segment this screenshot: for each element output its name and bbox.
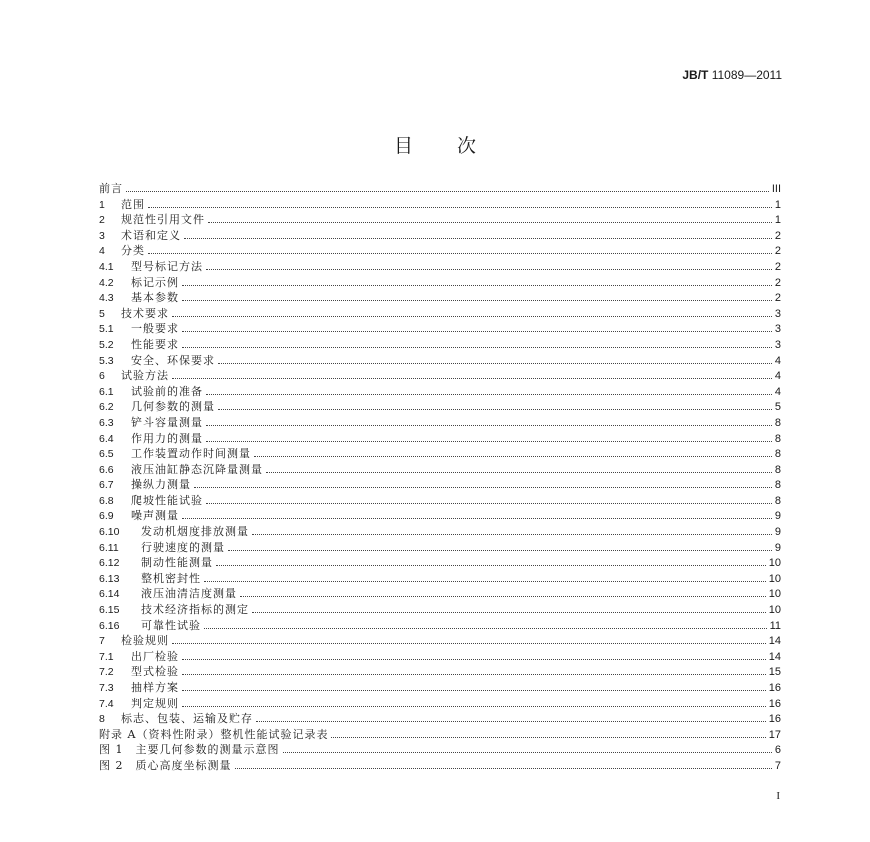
toc-entry[interactable]: [99, 243, 781, 259]
toc-entry[interactable]: [99, 446, 781, 462]
toc-entry-label: 几何参数的测量: [131, 400, 215, 414]
toc-entry-label: 分类: [121, 244, 145, 258]
toc-entry-label: 标志、包装、运输及贮存: [121, 712, 253, 726]
toc-entry-number: 7.3: [99, 682, 114, 694]
toc-entry-number: 4: [99, 245, 105, 258]
toc-entry-label: 爬坡性能试验: [131, 493, 203, 507]
toc-entry[interactable]: [99, 415, 781, 431]
toc-entry[interactable]: [99, 321, 781, 337]
toc-entry-page: 1: [774, 198, 781, 211]
toc-entry-page: 9: [774, 526, 781, 539]
toc-entry-number: 7.1: [99, 650, 114, 663]
page-title: 目次: [393, 135, 520, 157]
toc-entry-label: 作用力的测量: [131, 431, 203, 445]
toc-entry[interactable]: [99, 399, 781, 415]
standard-code-number: 11089—2011: [708, 68, 782, 82]
toc-entry-number: 6: [99, 370, 105, 383]
toc-entry-page: 16: [768, 713, 781, 726]
toc-entry[interactable]: [99, 696, 781, 712]
toc-dot-leader: [172, 377, 772, 379]
toc-entry-number: 6.9: [99, 510, 114, 523]
toc-entry[interactable]: [99, 493, 781, 509]
toc-entry-page: 14: [768, 635, 781, 648]
toc-entry-number: 6.16: [99, 619, 120, 632]
toc-entry[interactable]: [99, 431, 781, 447]
toc-entry-page: 2: [774, 292, 781, 305]
toc-dot-leader: [256, 720, 766, 722]
toc-dot-leader: [254, 455, 772, 457]
toc-entry[interactable]: [99, 290, 781, 306]
toc-entry-label: 图 1 主要几何参数的测量示意图: [99, 743, 280, 757]
toc-entry-number: 5.3: [99, 354, 114, 367]
toc-entry-label: 整机密封性: [141, 571, 201, 585]
standard-code-prefix: JB/T: [682, 68, 709, 82]
toc-entry-label: 性能要求: [131, 337, 179, 351]
toc-entry-page: 17: [768, 728, 781, 741]
toc-entry-page: 15: [768, 666, 781, 679]
toc-entry-number: 6.3: [99, 416, 114, 429]
toc-dot-leader: [148, 252, 772, 254]
toc-entry[interactable]: [99, 228, 781, 244]
toc-entry[interactable]: [99, 462, 781, 478]
toc-entry[interactable]: [99, 259, 781, 275]
toc-entry-page: 11: [769, 619, 781, 632]
toc-entry-label: 发动机烟度排放测量: [141, 525, 249, 539]
toc-entry-page: 2: [774, 276, 781, 289]
toc-dot-leader: [182, 705, 766, 707]
toc-entry-label: 噪声测量: [131, 509, 179, 523]
toc-entry-number: 6.8: [99, 494, 114, 507]
toc-entry-number: 5.1: [99, 323, 114, 336]
toc-entry[interactable]: [99, 758, 781, 774]
toc-entry-label: 出厂检验: [131, 649, 179, 663]
toc-entry-page: 4: [774, 370, 781, 383]
toc-entry-label: 范围: [121, 197, 145, 211]
toc-entry[interactable]: [99, 711, 781, 727]
toc-dot-leader: [182, 299, 772, 301]
toc-dot-leader: [331, 736, 765, 738]
toc-entry[interactable]: [99, 633, 781, 649]
toc-entry-page: 10: [768, 588, 781, 601]
toc-entry-number: 7.2: [99, 666, 114, 679]
toc-entry[interactable]: [99, 664, 781, 680]
toc-entry-number: 6.2: [99, 401, 114, 414]
toc-entry-page: 2: [774, 229, 781, 242]
toc-entry-page: 9: [774, 510, 781, 523]
toc-entry-number: 6.14: [99, 588, 120, 601]
toc-entry-number: 1: [99, 198, 105, 211]
toc-entry-label: 术语和定义: [121, 228, 181, 242]
toc-entry-label: 操纵力测量: [131, 478, 191, 492]
toc-entry-number: 5.2: [99, 338, 114, 351]
toc-entry-label: 型号标记方法: [131, 259, 203, 273]
toc-entry-number: 7: [99, 635, 105, 648]
toc-entry-number: 6.5: [99, 448, 114, 461]
toc-dot-leader: [182, 673, 766, 675]
toc-entry-label: 基本参数: [131, 291, 179, 305]
toc-dot-leader: [206, 440, 772, 442]
toc-entry[interactable]: [99, 571, 781, 587]
toc-entry-page: 4: [774, 385, 781, 398]
toc-entry[interactable]: [99, 181, 781, 197]
toc-entry-label: 抽样方案: [131, 681, 179, 694]
toc-entry-label: 制动性能测量: [141, 556, 213, 570]
toc-entry-number: 6.6: [99, 463, 114, 476]
toc-entry-page: 8: [774, 463, 781, 476]
toc-dot-leader: [283, 751, 772, 753]
toc-dot-leader: [184, 237, 772, 239]
toc-dot-leader: [182, 284, 772, 286]
toc-dot-leader: [208, 221, 772, 223]
toc-entry-page: 3: [774, 338, 781, 351]
toc-entry-label: 试验前的准备: [131, 384, 203, 398]
toc-entry-page: 10: [768, 572, 781, 585]
toc-dot-leader: [182, 658, 766, 660]
toc-dot-leader: [126, 190, 769, 192]
toc-entry-page: 8: [774, 494, 781, 507]
toc-dot-leader: [240, 595, 766, 597]
toc-entry-number: 6.10: [99, 526, 120, 539]
toc-entry-label: 行驶速度的测量: [141, 540, 225, 554]
toc-entry-page: 2: [774, 245, 781, 258]
toc-entry-number: 6.11: [99, 541, 119, 554]
toc-entry[interactable]: [99, 742, 781, 758]
toc-entry-number: 2: [99, 214, 105, 227]
toc-entry[interactable]: [99, 727, 781, 743]
toc-entry[interactable]: [99, 477, 781, 493]
toc-entry-page: 6: [774, 744, 781, 757]
toc-dot-leader: [172, 642, 766, 644]
toc-entry-label: 安全、环保要求: [131, 353, 215, 367]
toc-dot-leader: [206, 393, 772, 395]
toc-entry-label: 液压油清洁度测量: [141, 587, 237, 601]
toc-dot-leader: [252, 533, 772, 535]
toc-entry-label: 判定规则: [131, 696, 179, 710]
toc-entry[interactable]: [99, 197, 781, 213]
toc-entry-page: 9: [774, 541, 781, 554]
toc-entry-label: 图 2 质心高度坐标测量: [99, 758, 232, 772]
toc-dot-leader: [218, 408, 772, 410]
toc-entry-label: 试验方法: [121, 369, 169, 383]
toc-entry-number: 6.13: [99, 572, 120, 585]
toc-dot-leader: [235, 767, 772, 769]
toc-entry[interactable]: [99, 618, 781, 634]
toc-entry-label: 标记示例: [131, 275, 179, 289]
toc-entry[interactable]: [99, 540, 781, 556]
toc-dot-leader: [172, 315, 772, 317]
toc-entry-label: 技术经济指标的测定: [141, 603, 249, 617]
toc-dot-leader: [266, 471, 772, 473]
toc-entry-page: 8: [774, 416, 781, 429]
toc-entry[interactable]: [99, 306, 781, 322]
toc-dot-leader: [206, 502, 772, 504]
toc-entry-number: 6.1: [99, 385, 114, 398]
toc-entry[interactable]: [99, 337, 781, 353]
toc-entry-number: 3: [99, 229, 105, 242]
toc-dot-leader: [218, 362, 772, 364]
toc-dot-leader: [228, 549, 772, 551]
toc-entry-number: 4.3: [99, 292, 114, 305]
toc-entry-number: 6.4: [99, 432, 114, 445]
toc-entry-page: 8: [774, 448, 781, 461]
toc-entry[interactable]: [99, 384, 781, 400]
toc-entry-page: 1: [774, 214, 781, 227]
toc-entry[interactable]: [99, 212, 781, 228]
toc-dot-leader: [182, 330, 772, 332]
toc-entry-label: 检验规则: [121, 634, 169, 648]
toc-entry-number: 4.1: [99, 260, 114, 273]
toc-dot-leader: [204, 627, 767, 629]
toc-entry-label: 工作装置动作时间测量: [131, 447, 251, 461]
toc-entry-label: 技术要求: [121, 306, 169, 320]
toc-entry-page: 7: [774, 759, 781, 772]
toc-entry-page: 4: [774, 354, 781, 367]
toc-entry-label: 型式检验: [131, 665, 179, 679]
toc-entry-page: 5: [774, 401, 781, 414]
toc-entry[interactable]: [99, 602, 781, 618]
toc-entry[interactable]: [99, 586, 781, 602]
toc-entry[interactable]: [99, 353, 781, 369]
toc-entry-number: 6.15: [99, 604, 120, 617]
toc-dot-leader: [206, 268, 772, 270]
standard-code: [682, 68, 782, 82]
toc-entry[interactable]: [99, 649, 781, 665]
toc-dot-leader: [148, 206, 772, 208]
toc-entry-label: 可靠性试验: [141, 618, 201, 632]
toc-dot-leader: [204, 580, 766, 582]
toc-entry-page: 16: [768, 682, 781, 694]
table-of-contents: [99, 181, 781, 774]
toc-entry-page: 10: [768, 604, 781, 617]
toc-dot-leader: [182, 346, 772, 348]
toc-entry-page: 14: [768, 650, 781, 663]
toc-dot-leader: [216, 564, 766, 566]
toc-dot-leader: [194, 486, 772, 488]
toc-entry-page: 8: [774, 432, 781, 445]
toc-entry[interactable]: [99, 508, 781, 524]
toc-dot-leader: [182, 517, 772, 519]
toc-entry-page: 16: [768, 697, 781, 710]
toc-dot-leader: [206, 424, 772, 426]
toc-entry-page: 3: [774, 323, 781, 336]
toc-entry-page: III: [771, 183, 781, 195]
toc-entry-page: 8: [774, 479, 781, 492]
toc-entry-page: 2: [774, 260, 781, 273]
toc-entry-number: 6.7: [99, 479, 114, 492]
toc-entry-label: 附录 A（资料性附录）整机性能试验记录表: [99, 727, 329, 741]
toc-entry-page: 3: [774, 307, 781, 320]
toc-entry-label: 规范性引用文件: [121, 213, 205, 227]
toc-entry-number: 4.2: [99, 276, 114, 289]
toc-entry-number: 5: [99, 307, 105, 320]
page-number: I: [776, 790, 780, 802]
toc-entry[interactable]: [99, 275, 781, 291]
toc-entry[interactable]: [99, 368, 781, 384]
toc-entry-number: 7.4: [99, 697, 114, 710]
toc-entry-label: 铲斗容量测量: [131, 415, 203, 429]
toc-dot-leader: [182, 689, 766, 691]
toc-entry-label: 液压油缸静态沉降量测量: [131, 462, 263, 476]
toc-entry-number: 8: [99, 713, 105, 726]
toc-entry-number: 6.12: [99, 557, 120, 570]
toc-entry[interactable]: [99, 524, 781, 540]
toc-entry-label: 一般要求: [131, 322, 179, 336]
toc-entry[interactable]: [99, 680, 781, 696]
toc-entry[interactable]: [99, 555, 781, 571]
toc-entry-label: 前言: [99, 182, 123, 195]
toc-entry-page: 10: [768, 557, 781, 570]
toc-dot-leader: [252, 611, 766, 613]
